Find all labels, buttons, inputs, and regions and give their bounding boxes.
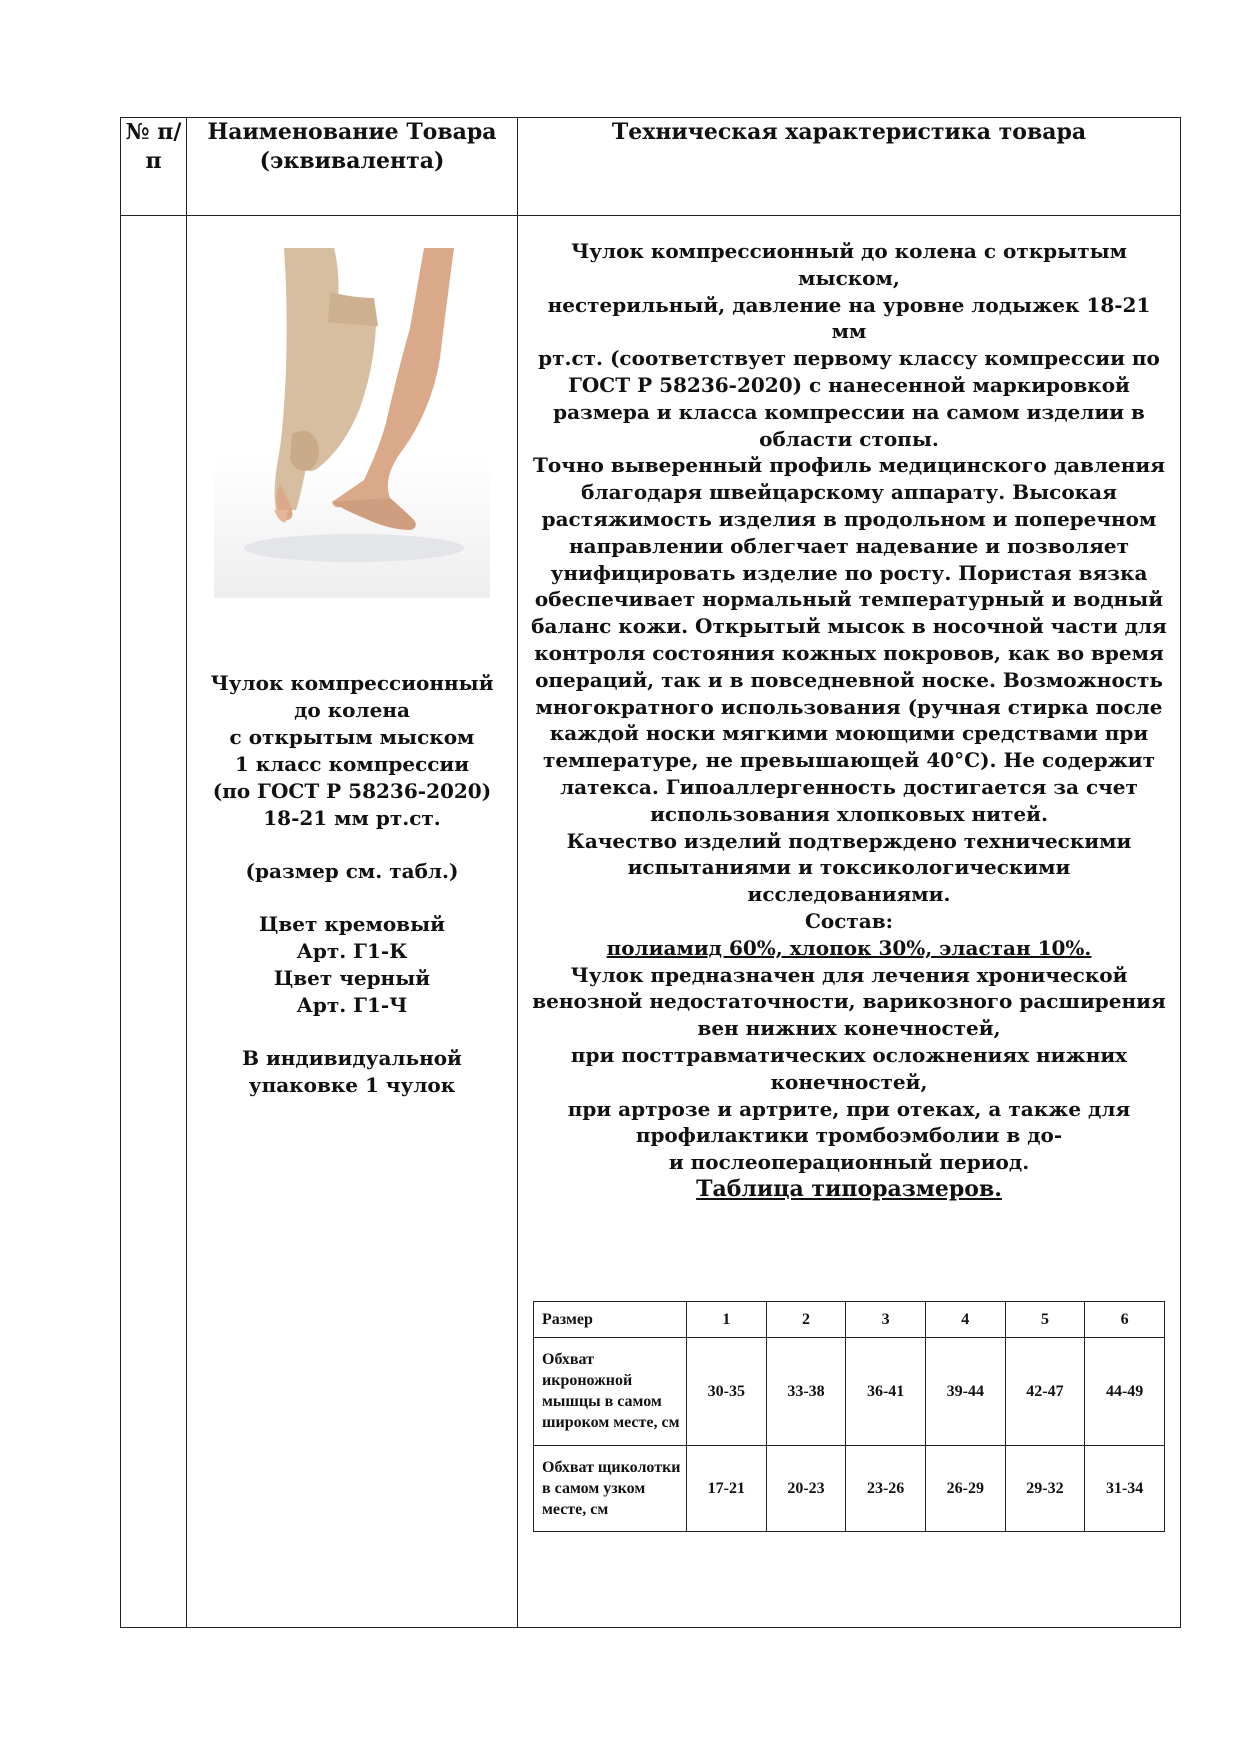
tech-text-line: профилактики тромбоэмболии в до-	[635, 1123, 1063, 1148]
header-product-name: Наименование Товара (эквивалента)	[187, 118, 518, 216]
tech-text-line: испытаниями и токсикологическими исследованиями.	[627, 855, 1071, 907]
tech-text-line: Чулок предназначен для лечения хронической	[570, 962, 1128, 987]
tech-text-line: области стопы.	[759, 426, 939, 451]
size-table-row-calf	[534, 1337, 1165, 1445]
product-name-line: 1 класс компрессии	[234, 752, 470, 776]
product-row	[121, 216, 1181, 1628]
size-header-cell: 3	[846, 1301, 926, 1337]
size-header-label: Размер	[534, 1301, 687, 1337]
size-value: 30-35	[687, 1337, 767, 1445]
tech-text-line: венозной недостаточности, варикозного расширения	[532, 989, 1166, 1014]
tech-text-line: размера и класса компрессии на самом изделии в	[553, 399, 1145, 424]
tech-text-line: операций, так и в повседневной носке. Возможность	[535, 667, 1163, 692]
tech-description	[530, 238, 1168, 935]
size-value: 39-44	[925, 1337, 1005, 1445]
size-header-cell: 1	[687, 1301, 767, 1337]
size-value: 23-26	[846, 1445, 926, 1531]
packaging-line: упаковке 1 чулок	[248, 1073, 456, 1097]
tech-text-line: Качество изделий подтверждено техническими	[566, 828, 1132, 853]
header-technical-spec: Техническая характеристика товара	[518, 118, 1181, 216]
tech-text-line: при артрозе и артрите, при отеках, а также для	[567, 1096, 1131, 1121]
size-table-row-ankle	[534, 1445, 1165, 1531]
size-header-cell: 6	[1085, 1301, 1165, 1337]
product-name-line: Чулок компрессионный	[210, 671, 494, 695]
product-name-cell	[187, 216, 518, 1628]
size-value: 29-32	[1005, 1445, 1085, 1531]
composition: полиамид 60%, хлопок 30%, эластан 10%.	[606, 935, 1092, 960]
tech-text-line: унифицировать изделие по росту. Пористая вязка	[550, 560, 1148, 585]
tech-text-line: Чулок компрессионный до колена с открытым мыском,	[570, 239, 1128, 290]
tech-text-line: нестерильный, давление на уровне лодыжек 18-21 мм	[547, 292, 1151, 344]
tech-text-line: обеспечивает нормальный температурный и водный	[534, 587, 1164, 612]
tech-text-line: многократного использования (ручная стирка после	[535, 694, 1163, 719]
tech-text-line: направлении облегчает надевание и позволяет	[568, 533, 1130, 558]
tech-text-line: использования хлопковых нитей.	[650, 801, 1048, 826]
article-line: Арт. Г1-Ч	[296, 993, 408, 1017]
size-value: 26-29	[925, 1445, 1005, 1531]
product-name-line: до колена	[294, 698, 410, 722]
product-name-line: (по ГОСТ Р 58236-2020)	[212, 779, 492, 803]
size-value: 42-47	[1005, 1337, 1085, 1445]
tech-text-line: температуре, не превышающей 40°С). Не содержит	[542, 748, 1156, 773]
size-table-header	[534, 1301, 1165, 1337]
product-name-line: 18-21 мм рт.ст.	[263, 806, 441, 830]
product-spec-table	[120, 117, 1181, 1628]
packaging-line: В индивидуальной	[242, 1046, 462, 1070]
size-value: 33-38	[766, 1337, 846, 1445]
tech-text-line: и послеоперационный период.	[668, 1150, 1030, 1175]
size-value: 44-49	[1085, 1337, 1165, 1445]
tech-text-line: вен нижних конечностей,	[697, 1016, 1001, 1041]
size-header-cell: 4	[925, 1301, 1005, 1337]
size-table-title: Таблица типоразмеров.	[696, 1175, 1002, 1202]
tech-text-line: Состав:	[804, 908, 894, 933]
header-number: № п/п	[121, 118, 187, 216]
tech-text-line: Точно выверенный профиль медицинского давления	[533, 453, 1165, 478]
tech-text-line: конечностей,	[770, 1069, 928, 1094]
color-line: Цвет черный	[273, 966, 431, 990]
row-number-cell	[121, 216, 187, 1628]
tech-text-line: рт.ст. (соответствует первому классу компрессии по	[538, 346, 1160, 371]
size-table	[533, 1301, 1165, 1532]
size-header-cell: 5	[1005, 1301, 1085, 1337]
size-value: 36-41	[846, 1337, 926, 1445]
tech-text-line: латекса. Гипоаллергенность достигается за счет	[560, 774, 1138, 799]
size-value: 20-23	[766, 1445, 846, 1531]
tech-text-line: ГОСТ Р 58236-2020) с нанесенной маркировкой	[568, 372, 1130, 397]
article-line: Арт. Г1-К	[296, 939, 408, 963]
product-name-line: с открытым мыском	[229, 725, 475, 749]
tech-text-line: растяжимость изделия в продольном и поперечном	[541, 506, 1157, 531]
size-value: 17-21	[687, 1445, 767, 1531]
size-note: (размер см. табл.)	[245, 859, 459, 883]
tech-text-line: благодаря швейцарскому аппарату. Высокая	[581, 480, 1117, 505]
size-row-label: Обхват щиколотки в самом узком месте, см	[534, 1445, 687, 1531]
size-header-cell: 2	[766, 1301, 846, 1337]
tech-text-line: при посттравматических осложнениях нижних	[570, 1042, 1128, 1067]
compression-stocking-photo	[214, 248, 490, 598]
technical-spec-cell	[518, 216, 1181, 1628]
product-description	[187, 670, 517, 1099]
size-value: 31-34	[1085, 1445, 1165, 1531]
tech-indications	[530, 962, 1168, 1176]
tech-text-line: баланс кожи. Открытый мысок в носочной части для	[531, 614, 1167, 639]
size-row-label: Обхват икроножной мышцы в самом широком месте, см	[534, 1337, 687, 1445]
tech-text-line: каждой носки мягкими моющими средствами при	[549, 721, 1149, 746]
tech-text-line: контроля состояния кожных покровов, как во время	[534, 640, 1164, 665]
table-header-row	[121, 118, 1181, 216]
color-line: Цвет кремовый	[259, 912, 445, 936]
